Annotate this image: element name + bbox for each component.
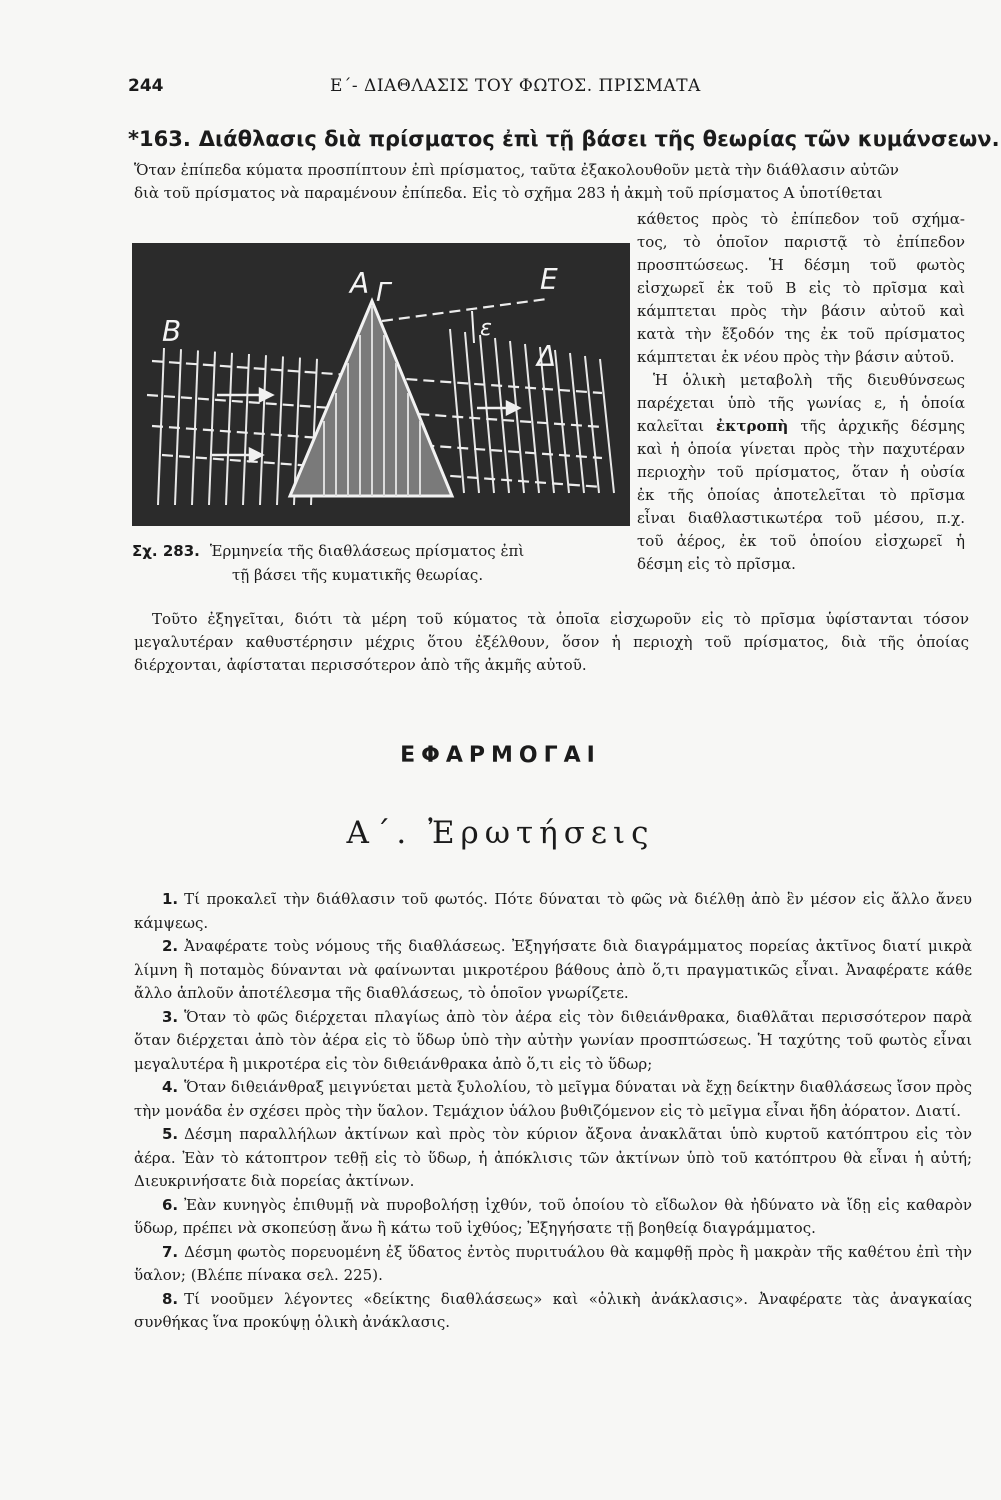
right-line: [637, 415, 965, 438]
page-number: 244: [128, 76, 164, 96]
paragraph-text: Τοῦτο ἐξηγεῖται, διότι τὰ μέρη τοῦ κύματος τὰ ὁποῖα εἰσχωροῦν εἰς τὸ πρῖσμα ὑφίστανται τόσον μεγαλυτέραν καθυστέρησιν μέχρις ὅτου ἐξέλθουν, ὅσον ἡ περιοχὴ τοῦ πρίσματος, διὰ τῆς ὁποίας διέρχονται, ἀφίσταται περισσότερον ἀπὸ τῆς ἀκμῆς αὐτοῦ.: [134, 610, 969, 674]
label-g: Γ: [376, 278, 391, 308]
right-line: τοῦ ἀέρος, ἐκ τοῦ ὁποίου εἰσχωρεῖ ἡ: [637, 532, 965, 550]
right-line: δέσμη εἰς τὸ πρῖσμα.: [637, 555, 796, 573]
right-line: κάθετος πρὸς τὸ ἐπίπεδον τοῦ σχήμα-: [637, 210, 965, 228]
question-text: Ἀναφέρατε τοὺς νόμους τῆς διαθλάσεως. Ἐξηγήσατε διὰ διαγράμματος πορείας ἀκτῖνος διατί μικρὰ λίμνη ἢ ποταμὸς δύνανται νὰ φαίνωνται μικροτέρου βάθους ἀπὸ ὅ,τι πραγματικῶς εἶναι. Ἀναφέρατε κάθε ἄλλο ἁπλοῦν ἀποτέλεσμα τῆς διαθλάσεως, τὸ ὁποῖον γνωρίζετε.: [134, 937, 972, 1002]
label-d: Δ: [537, 340, 557, 373]
question-text: Δέσμη παραλλήλων ἀκτίνων καὶ πρὸς τὸν κύριον ἄξονα ἀνακλᾶται ὑπὸ κυρτοῦ κατόπτρου εἰς τὸν ἀέρα. Ἐὰν τὸ κάτοπτρον τεθῇ εἰς τὸ ὕδωρ, ἡ ἀπόκλισις τῶν ἀκτίνων ὑπὸ τοῦ κατόπτρου θὰ εἶναι ἡ αὐτή; Διευκρινήσατε διὰ πορείας ἀκτίνων.: [134, 1125, 972, 1190]
question-text: Ἐὰν κυνηγὸς ἐπιθυμῇ νὰ πυροβολήσῃ ἰχθύν, τοῦ ὁποίου τὸ εἴδωλον θὰ ἠδύνατο νὰ ἴδῃ εἰς καθαρὸν ὕδωρ, πρέπει νὰ σκοπεύσῃ ἄνω ἢ κάτω τοῦ ἰχθύος; Ἐξηγήσατε τῇ βοηθείᾳ διαγράμματος.: [134, 1195, 972, 1237]
intro-line: διὰ τοῦ πρίσματος νὰ παραμένουν ἐπίπεδα. Εἰς τὸ σχῆμα 283 ἡ ἀκμὴ τοῦ πρίσματος Α ὑποτίθεται: [134, 184, 883, 202]
figure-caption: [132, 539, 617, 587]
question-text: Ὅταν τὸ φῶς διέρχεται πλαγίως ἀπὸ τὸν ἀέρα εἰς τὸν διθειάνθρακα, διαθλᾶται περισσότερον παρὰ ὅταν διέρχεται ἀπὸ τὸν ἀέρα εἰς τὸ ὕδωρ ὑπὸ τὴν αὐτὴν γωνίαν προσπτώσεως. Ἡ ταχύτης τοῦ φωτὸς εἶναι μεγαλυτέρα ἢ μικροτέρα εἰς τὸν διθειάνθρακα ἀπὸ ὅ,τι εἰς τὸ ὕδωρ;: [134, 1007, 972, 1073]
question-item: [134, 1194, 972, 1241]
question-item: [134, 935, 972, 1006]
label-a: Α: [350, 267, 370, 300]
question-number: 2.: [162, 937, 179, 955]
question-item: [134, 1288, 972, 1335]
question-number: 3.: [162, 1007, 179, 1026]
caption-label: Σχ. 283.: [132, 542, 200, 560]
right-line: εἶναι διαθλαστικωτέρα τοῦ μέσου, π.χ.: [637, 509, 965, 527]
label-e: Ε: [540, 263, 558, 296]
question-number: 4.: [162, 1078, 179, 1096]
right-line: κάμπτεται πρὸς τὴν βάσιν αὐτοῦ καὶ: [637, 302, 965, 320]
question-text: Δέσμη φωτὸς πορευομένη ἐξ ὕδατος ἐντὸς πυριτυάλου θὰ καμφθῇ πρὸς ἢ μακρὰν τῆς καθέτου ἐπὶ τὴν ὕαλον; (Βλέπε πίνακα σελ. 225).: [134, 1242, 972, 1284]
caption-text-line2: τῇ βάσει τῆς κυματικῆς θεωρίας.: [232, 566, 484, 584]
question-number: 7.: [162, 1242, 179, 1261]
text-run: καλεῖται: [637, 417, 717, 435]
section-heading: Διάθλασις διὰ πρίσματος ἐπὶ τῇ βάσει τῆς θεωρίας τῶν κυμάνσεων.: [198, 127, 1000, 151]
question-item: [134, 888, 972, 935]
right-line: περιοχὴν τοῦ πρίσματος, ὅταν ἡ οὐσία: [637, 463, 965, 481]
question-number: 5.: [162, 1125, 179, 1143]
right-line: παρέχεται ὑπὸ τῆς γωνίας ε, ἡ ὁποία: [637, 394, 965, 412]
question-number: 8.: [162, 1289, 179, 1308]
question-text: Τί νοοῦμεν λέγοντες «δείκτης διαθλάσεως» καὶ «ὁλικὴ ἀνάκλασις». Ἀναφέρατε τὰς ἀναγκαίας συνθήκας ἵνα προκύψῃ ὁλικὴ ἀνάκλασις.: [134, 1289, 972, 1331]
question-text: Ὅταν διθειάνθραξ μειγνύεται μετὰ ξυλολίου, τὸ μεῖγμα δύναται νὰ ἔχῃ δείκτην διαθλάσεως ἴσον πρὸς τὴν μονάδα ἐν σχέσει πρὸς τὴν ὕαλον. Τεμάχιον ὑάλου βυθιζόμενον εἰς τὸ μεῖγμα εἶναι ἤδη ἀόρατον. Διατί.: [134, 1078, 972, 1120]
question-number: 1.: [162, 890, 179, 908]
prism-figure: [132, 243, 630, 526]
running-title: Ε΄- ΔΙΑΘΛΑΣΙΣ ΤΟΥ ΦΩΤΟΣ. ΠΡΙΣΜΑΤΑ: [330, 76, 701, 96]
right-line: προσπτώσεως. Ἡ δέσμη τοῦ φωτὸς: [637, 256, 965, 274]
question-item: [134, 1241, 972, 1288]
intro-paragraph: [134, 159, 964, 205]
applications-heading: ΕΦΑΡΜΟΓΑΙ: [400, 743, 601, 768]
text-run: τῆς ἀρχικῆς δέσμης: [788, 417, 965, 435]
question-item: [134, 1006, 972, 1077]
right-line: κάμπτεται ἐκ νέου πρὸς τὴν βάσιν αὐτοῦ.: [637, 348, 955, 366]
right-line: εἰσχωρεῖ ἐκ τοῦ Β εἰς τὸ πρῖσμα καὶ: [637, 279, 965, 297]
term-ektropi: ἐκτροπὴ: [716, 417, 789, 435]
question-number: 6.: [162, 1195, 179, 1214]
right-line: τος, τὸ ὁποῖον παριστᾷ τὸ ἐπίπεδον: [637, 233, 965, 251]
label-epsilon: ε: [480, 316, 492, 341]
question-item: [134, 1123, 972, 1194]
right-line: Ἡ ὁλικὴ μεταβολὴ τῆς διευθύνσεως: [653, 371, 965, 389]
section-number: *163.: [128, 127, 191, 151]
right-column-text: [637, 208, 965, 576]
right-line: κατὰ τὴν ἔξοδόν της ἐκ τοῦ πρίσματος: [637, 325, 965, 343]
explanation-paragraph: [134, 608, 969, 677]
section-title: [128, 127, 1000, 151]
right-line: καὶ ἡ ὁποία γίνεται πρὸς τὴν παχυτέραν: [637, 440, 965, 458]
questions-heading: Α΄. Ἐρωτήσεις: [346, 815, 655, 851]
intro-line: Ὅταν ἐπίπεδα κύματα προσπίπτουν ἐπὶ πρίσματος, ταῦτα ἐξακολουθοῦν μετὰ τὴν διάθλασιν αὐτῶν: [134, 161, 899, 179]
caption-text: Ἑρμηνεία τῆς διαθλάσεως πρίσματος ἐπὶ: [209, 542, 525, 560]
question-list: [134, 888, 972, 1335]
label-b: Β: [162, 315, 182, 348]
right-line: ἐκ τῆς ὁποίας ἀποτελεῖται τὸ πρῖσμα: [637, 486, 965, 504]
question-item: [134, 1076, 972, 1123]
question-text: Τί προκαλεῖ τὴν διάθλασιν τοῦ φωτός. Πότε δύναται τὸ φῶς νὰ διέλθῃ ἀπὸ ἓν μέσον εἰς ἄλλο ἄνευ κάμψεως.: [134, 890, 972, 932]
